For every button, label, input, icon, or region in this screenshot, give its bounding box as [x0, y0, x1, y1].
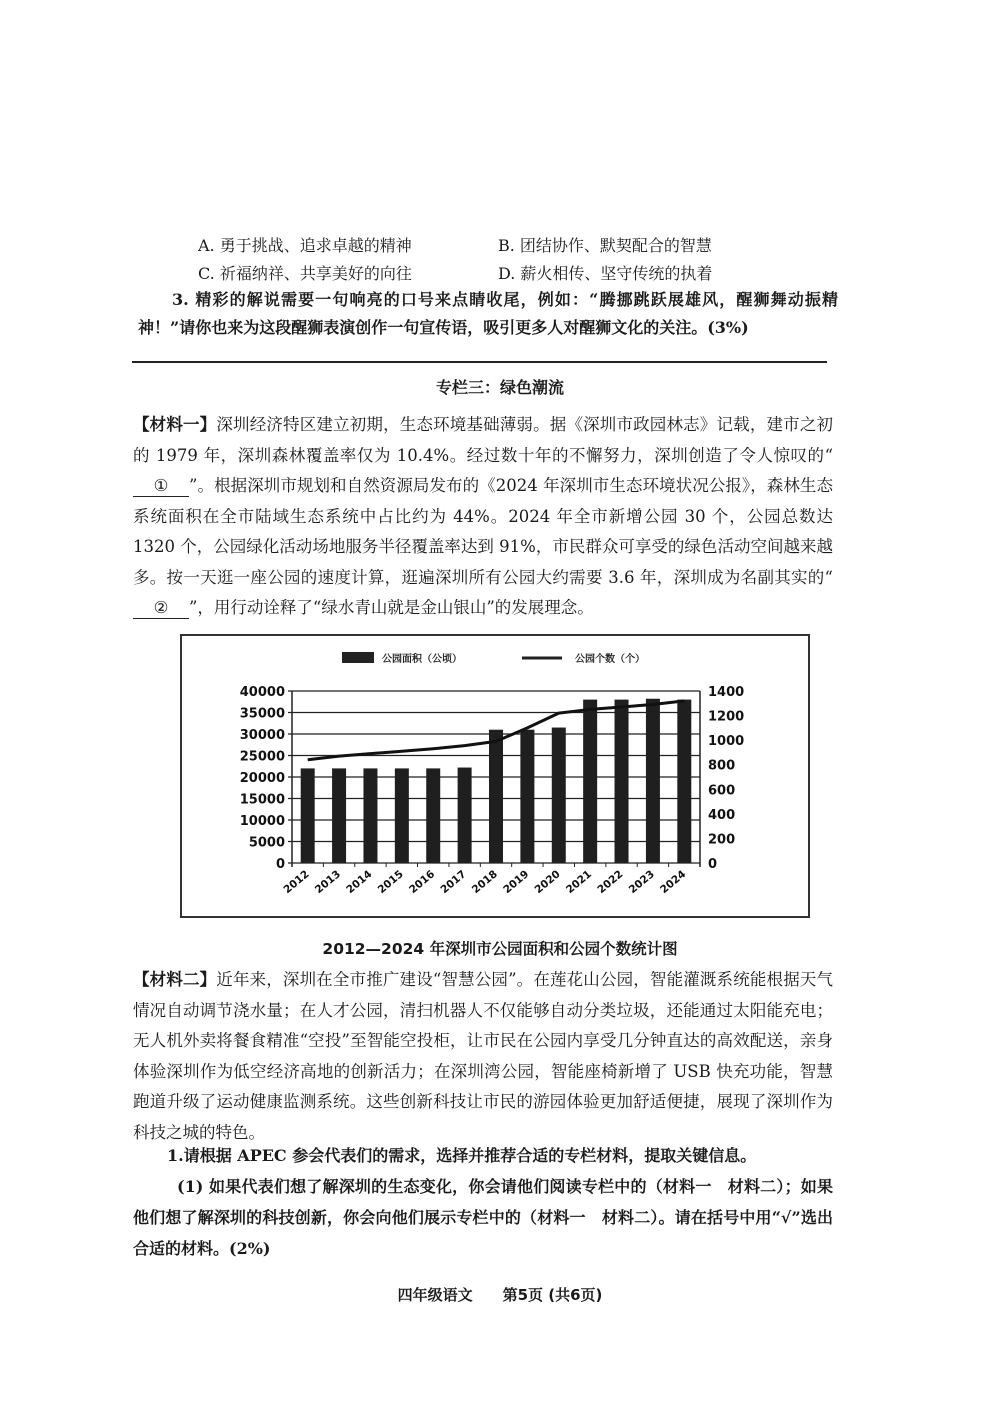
left-axis-tick: 40000 — [239, 685, 285, 700]
bar — [363, 768, 377, 863]
right-axis-tick: 1400 — [708, 685, 745, 700]
x-axis-tick: 2013 — [312, 868, 344, 897]
left-axis-tick: 20000 — [239, 771, 285, 786]
chart-canvas — [182, 636, 808, 916]
material1-text-a: 深圳经济特区建立初期，生态环境基础薄弱。据《深圳市政园林志》记载，建市之初的 1979 年，深圳森林覆盖率仅为 10.4%。经过数十年的不懈努力，深圳创造了令人惊叹的“ — [133, 415, 834, 465]
left-axis-tick: 35000 — [239, 706, 285, 722]
left-axis-tick: 10000 — [239, 814, 285, 829]
bar — [677, 700, 691, 863]
bar — [332, 768, 346, 863]
material1-label: 【材料一】 — [133, 415, 217, 434]
material1-text-c: ”，用行动诠释了“绿水青山就是金山银山”的发展理念。 — [189, 598, 594, 617]
right-axis-tick: 400 — [708, 807, 736, 823]
x-axis-tick: 2023 — [626, 868, 657, 897]
legend-bar-swatch — [342, 652, 374, 663]
material1-paragraph — [133, 410, 833, 624]
left-axis-tick: 30000 — [239, 728, 285, 743]
bar — [395, 768, 409, 863]
x-axis-tick: 2012 — [281, 868, 312, 897]
left-axis-tick: 25000 — [239, 749, 285, 765]
chart-plot-area — [240, 685, 744, 896]
right-axis-tick: 200 — [708, 832, 736, 848]
left-axis-tick: 15000 — [239, 792, 285, 808]
bar — [615, 700, 629, 863]
blank-2: ② — [133, 598, 189, 619]
chart-caption: 2012—2024 年深圳市公园面积和公园个数统计图 — [322, 940, 678, 958]
bar — [458, 768, 472, 863]
material2-paragraph — [133, 965, 833, 1148]
right-axis-tick: 1200 — [708, 709, 745, 725]
bar — [583, 700, 597, 863]
question3-text: 3. 精彩的解说需要一句响亮的口号来点睛收尾，例如：“腾挪跳跃展雄风，醒狮舞动振精神！”请你也来为这段醒狮表演创作一句宣传语，吸引更多人对醒狮文化的关注。(3%) — [138, 290, 838, 337]
question2-options — [198, 232, 838, 288]
answer-line — [132, 361, 827, 363]
question1-stem: 1.请根据 APEC 参会代表们的需求，选择并推荐合适的专栏材料，提取关键信息。 — [167, 1146, 757, 1165]
bar — [646, 699, 660, 863]
chart-legend — [342, 652, 645, 665]
option-b: B. 团结协作、默契配合的智慧 — [498, 236, 712, 255]
right-axis-tick: 800 — [708, 758, 736, 774]
question1-sub1: (1) 如果代表们想了解深圳的生态变化，你会请他们阅读专栏中的（材料一 材料二）；如果他们想了解深圳的科技创新，你会向他们展示专栏中的（材料一 材料二）。请在括号中用“√”选出合适的材料。(2%) — [133, 1177, 833, 1258]
x-axis-tick: 2024 — [658, 868, 689, 897]
x-axis-tick: 2021 — [563, 868, 595, 897]
x-axis-tick: 2016 — [407, 868, 438, 897]
left-axis-tick: 0 — [275, 857, 285, 872]
option-c: C. 祈福纳祥、共享美好的向往 — [198, 264, 412, 283]
bar — [426, 768, 440, 863]
x-axis-tick: 2020 — [532, 868, 563, 897]
bar — [301, 768, 315, 863]
blank-1: ① — [133, 476, 189, 497]
x-axis-tick: 2015 — [375, 868, 406, 897]
material2-text: 近年来，深圳在全市推广建设“智慧公园”。在莲花山公园，智能灌溉系统能根据天气情况自动调节浇水量；在人才公园，清扫机器人不仅能够自动分类垃圾，还能通过太阳能充电；无人机外卖将餐食精准“空投”至智能空投柜，让市民在公园内享受几分钟直达的高效配送，亲身体验深圳作为低空经济高地的创新活力；在深圳湾公园，智能座椅新增了 USB 快充功能，智慧跑道升级了运动健康监测系统。这些创新科技让市民的游园体验更加舒适便捷，展现了深圳作为科技之城的特色。 — [133, 970, 834, 1142]
bar — [489, 730, 503, 863]
option-a: A. 勇于挑战、追求卓越的精神 — [198, 236, 412, 255]
legend-bar-label: 公园面积（公顷） — [382, 654, 462, 665]
legend-line-label: 公园个数（个） — [575, 654, 645, 665]
x-axis-tick: 2017 — [438, 868, 469, 897]
right-axis-tick: 1000 — [708, 734, 745, 750]
option-d: D. 薪火相传、坚守传统的执着 — [498, 264, 713, 283]
x-axis-tick: 2022 — [595, 868, 626, 897]
x-axis-tick: 2018 — [469, 868, 500, 897]
section-title: 专栏三：绿色潮流 — [435, 378, 564, 397]
x-axis-tick: 2019 — [501, 868, 532, 897]
page-footer: 四年级语文 第5页 (共6页) — [397, 1286, 603, 1304]
material2-label: 【材料二】 — [133, 970, 217, 989]
right-axis-tick: 0 — [708, 857, 718, 872]
left-axis-tick: 5000 — [248, 835, 285, 851]
right-axis-tick: 600 — [708, 783, 736, 799]
park-chart — [180, 634, 810, 918]
material1-text-b: ”。根据深圳市规划和自然资源局发布的《2024 年深圳市生态环境状况公报》，森林生态系统面积在全市陆域生态系统中占比约为 44%。2024 年全市新增公园 30 个，公园总数达 1320 个，公园绿化活动场地服务半径覆盖率达到 91%，市民群众可享受的绿色活动空间越来越多。按一天逛一座公园的速度计算，逛遍深圳所有公园大约需要 3.6 年，深圳成为名副其实的“ — [133, 476, 833, 587]
bar — [520, 730, 534, 863]
x-axis-tick: 2014 — [344, 868, 375, 897]
bar — [552, 728, 566, 863]
